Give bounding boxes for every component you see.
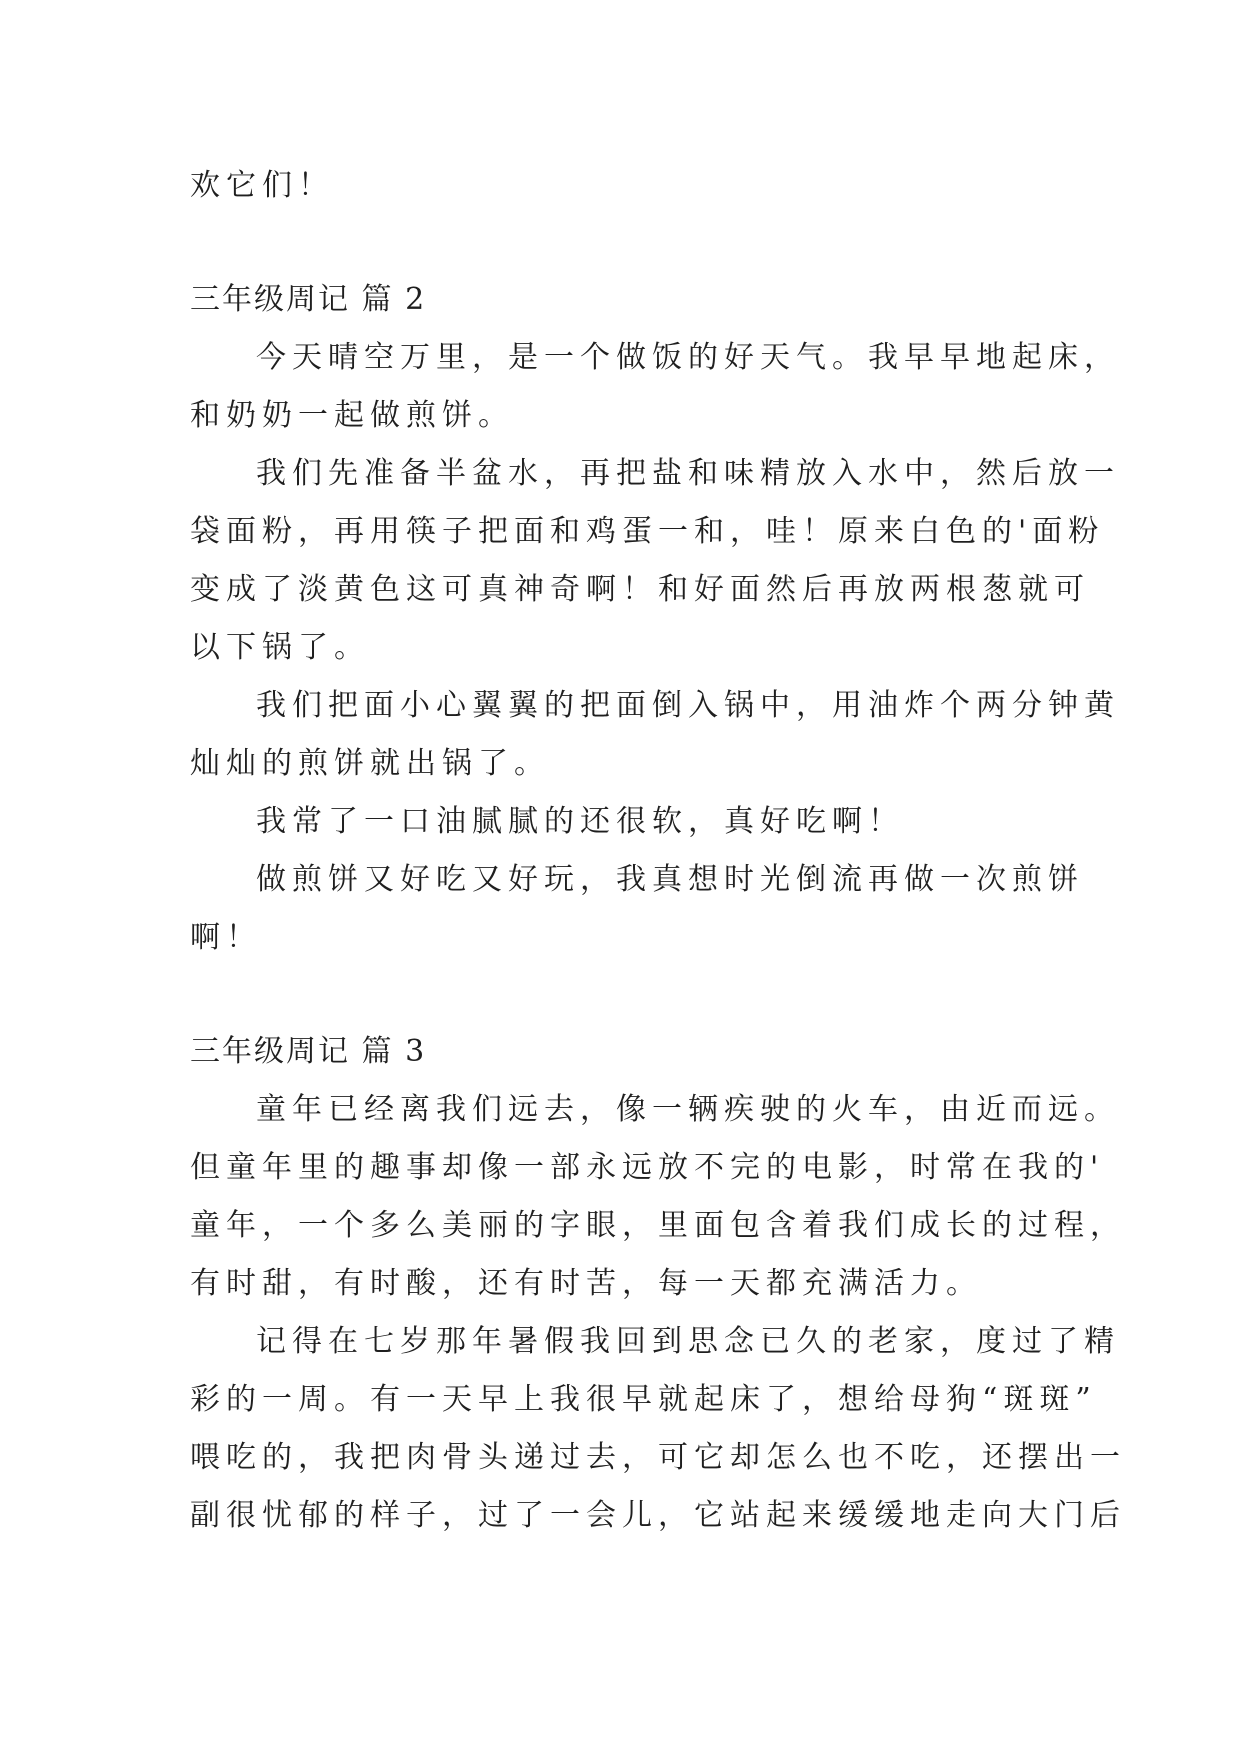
- paragraph-line: 记得在七岁那年暑假我回到思念已久的老家，度过了精: [256, 1324, 1120, 1359]
- paragraph-line: 以下锅了。: [190, 630, 370, 665]
- paragraph-line: 灿灿的煎饼就出锅了。: [190, 746, 550, 781]
- paragraph-line: 我常了一口油腻腻的还很软，真好吃啊！: [256, 804, 904, 839]
- paragraph-line: 啊！: [190, 920, 262, 955]
- paragraph-line: 和奶奶一起做煎饼。: [190, 398, 514, 433]
- paragraph-line: 变成了淡黄色这可真神奇啊！和好面然后再放两根葱就可: [190, 572, 1090, 607]
- paragraph-line: 今天晴空万里，是一个做饭的好天气。我早早地起床，: [256, 340, 1120, 375]
- paragraph-line: 但童年里的趣事却像一部永远放不完的电影，时常在我的': [190, 1150, 1105, 1185]
- paragraph-line: 做煎饼又好吃又好玩，我真想时光倒流再做一次煎饼: [256, 862, 1084, 897]
- paragraph-line: 童年，一个多么美丽的字眼，里面包含着我们成长的过程，: [190, 1208, 1126, 1243]
- paragraph-line: 童年已经离我们远去，像一辆疾驶的火车，由近而远。: [256, 1092, 1120, 1127]
- paragraph-line: 有时甜，有时酸，还有时苦，每一天都充满活力。: [190, 1266, 982, 1301]
- paragraph-line: 喂吃的，我把肉骨头递过去，可它却怎么也不吃，还摆出一: [190, 1440, 1126, 1475]
- paragraph-line: 我们把面小心翼翼的把面倒入锅中，用油炸个两分钟黄: [256, 688, 1120, 723]
- section-heading: 三年级周记 篇 3: [190, 1034, 427, 1069]
- paragraph-line: 彩的一周。有一天早上我很早就起床了，想给母狗“斑斑”: [190, 1382, 1097, 1417]
- text-line: 欢它们！: [190, 168, 334, 203]
- section-heading: 三年级周记 篇 2: [190, 282, 427, 317]
- paragraph-line: 副很忧郁的样子，过了一会儿，它站起来缓缓地走向大门后: [190, 1498, 1126, 1533]
- paragraph-line: 我们先准备半盆水，再把盐和味精放入水中，然后放一: [256, 456, 1120, 491]
- paragraph-line: 袋面粉，再用筷子把面和鸡蛋一和，哇！原来白色的'面粉: [190, 514, 1105, 549]
